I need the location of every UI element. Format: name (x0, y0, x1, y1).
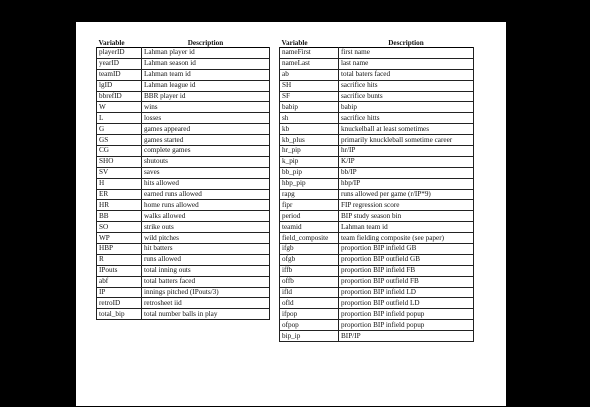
variable-cell: hbp_pip (280, 178, 339, 189)
variable-cell: CG (97, 146, 142, 157)
table-row (280, 189, 474, 200)
description-cell: BIP/IP (339, 331, 474, 342)
variable-cell: iffb (280, 265, 339, 276)
variable-cell: total_bip (97, 309, 142, 320)
variable-cell: nameFirst (280, 48, 339, 59)
variable-table-left (96, 39, 270, 320)
description-cell: sacrifice hits (339, 80, 474, 91)
variable-cell: playerID (97, 48, 142, 59)
table-row (280, 178, 474, 189)
variable-cell: SHO (97, 156, 142, 167)
description-cell: proportion BIP outfield LD (339, 298, 474, 309)
table-row (280, 265, 474, 276)
table-row (97, 211, 270, 222)
description-cell: primarily knuckleball sometime career (339, 135, 474, 146)
variable-cell: sh (280, 113, 339, 124)
header-description: Description (388, 39, 424, 47)
description-cell: bb/IP (339, 167, 474, 178)
table-row (280, 156, 474, 167)
description-cell: hit batters (142, 244, 270, 255)
description-cell: total inning outs (142, 265, 270, 276)
description-cell: babip (339, 102, 474, 113)
description-cell: sacrifice hitts (339, 113, 474, 124)
table-row (280, 331, 474, 342)
description-cell: runs allowed per game (r/IP*9) (339, 189, 474, 200)
variable-cell: HR (97, 200, 142, 211)
description-cell: saves (142, 167, 270, 178)
variable-cell: SH (280, 80, 339, 91)
variable-cell: L (97, 113, 142, 124)
table-row (280, 48, 474, 59)
variable-cell: bip_ip (280, 331, 339, 342)
description-cell: hbp/IP (339, 178, 474, 189)
table-row (97, 244, 270, 255)
table-row (280, 276, 474, 287)
description-cell: shutouts (142, 156, 270, 167)
variable-cell: abf (97, 276, 142, 287)
variable-cell: hr_pip (280, 146, 339, 157)
description-cell: hr/IP (339, 146, 474, 157)
description-cell: Lahman season id (142, 58, 270, 69)
table-row (97, 58, 270, 69)
table-row (280, 69, 474, 80)
table-row (280, 233, 474, 244)
table-row (97, 222, 270, 233)
variable-cell: ifgb (280, 244, 339, 255)
variable-cell: teamID (97, 69, 142, 80)
variable-cell: ER (97, 189, 142, 200)
table-row (280, 124, 474, 135)
table-row (97, 91, 270, 102)
variable-cell: yearID (97, 58, 142, 69)
table-row (280, 211, 474, 222)
description-cell: total number balls in play (142, 309, 270, 320)
table-row (280, 222, 474, 233)
table-row (280, 244, 474, 255)
table-row (97, 178, 270, 189)
description-cell: sacrifice bunts (339, 91, 474, 102)
table-row (97, 287, 270, 298)
description-cell: knuckelball at least sometimes (339, 124, 474, 135)
variable-cell: GS (97, 135, 142, 146)
table-row (97, 80, 270, 91)
variable-cell: k_pip (280, 156, 339, 167)
description-cell: strike outs (142, 222, 270, 233)
description-cell: Lahman league id (142, 80, 270, 91)
description-cell: proportion BIP infield popup (339, 309, 474, 320)
description-cell: last name (339, 58, 474, 69)
description-cell: games appeared (142, 124, 270, 135)
variable-cell: kb_plus (280, 135, 339, 146)
description-cell: proportion BIP infield GB (339, 244, 474, 255)
table-row (97, 167, 270, 178)
variable-cell: retroID (97, 298, 142, 309)
variable-cell: ofld (280, 298, 339, 309)
header-variable: Variable (281, 39, 308, 47)
variable-cell: H (97, 178, 142, 189)
table-header-row (280, 39, 474, 48)
variable-cell: SV (97, 167, 142, 178)
table-row (97, 309, 270, 320)
variable-cell: G (97, 124, 142, 135)
table-row (97, 276, 270, 287)
variable-cell: HBP (97, 244, 142, 255)
variable-cell: IP (97, 287, 142, 298)
table-row (97, 298, 270, 309)
table-row (97, 146, 270, 157)
table-row (97, 254, 270, 265)
variable-cell: ofgb (280, 254, 339, 265)
table-row (280, 254, 474, 265)
table-row (97, 124, 270, 135)
variable-cell: nameLast (280, 58, 339, 69)
table-row (280, 102, 474, 113)
variable-cell: babip (280, 102, 339, 113)
variable-cell: R (97, 254, 142, 265)
table-row (97, 233, 270, 244)
table-row (97, 102, 270, 113)
table-row (280, 298, 474, 309)
description-cell: games started (142, 135, 270, 146)
description-cell: FIP regression score (339, 200, 474, 211)
description-cell: Lahman team id (142, 69, 270, 80)
description-cell: retrosheet iid (142, 298, 270, 309)
variable-cell: fipr (280, 200, 339, 211)
description-cell: proportion BIP infield popup (339, 320, 474, 331)
description-cell: runs allowed (142, 254, 270, 265)
table-header-row (97, 39, 270, 48)
variable-cell: BB (97, 211, 142, 222)
variable-cell: ifpop (280, 309, 339, 320)
table-row (280, 80, 474, 91)
table-row (97, 156, 270, 167)
variable-cell: period (280, 211, 339, 222)
table-row (280, 167, 474, 178)
variable-cell: lgID (97, 80, 142, 91)
description-cell: Lahman team id (339, 222, 474, 233)
variable-cell: ab (280, 69, 339, 80)
table-row (97, 189, 270, 200)
table-row (97, 48, 270, 59)
description-cell: proportion BIP infield LD (339, 287, 474, 298)
variable-cell: ofpop (280, 320, 339, 331)
variable-cell: WP (97, 233, 142, 244)
description-cell: wins (142, 102, 270, 113)
table-row (97, 135, 270, 146)
description-cell: BBR player id (142, 91, 270, 102)
document-page (76, 22, 506, 406)
variable-cell: offb (280, 276, 339, 287)
description-cell: home runs allowed (142, 200, 270, 211)
description-cell: BIP study season bin (339, 211, 474, 222)
description-cell: losses (142, 113, 270, 124)
variable-cell: ifld (280, 287, 339, 298)
variable-cell: SF (280, 91, 339, 102)
table-body-right (280, 48, 474, 342)
variable-cell: IPouts (97, 265, 142, 276)
table-row (280, 287, 474, 298)
table-row (97, 200, 270, 211)
table-row (280, 200, 474, 211)
table-row (280, 320, 474, 331)
table-row (280, 146, 474, 157)
description-cell: Lahman player id (142, 48, 270, 59)
description-cell: team fielding composite (see paper) (339, 233, 474, 244)
table-row (280, 91, 474, 102)
variable-cell: SO (97, 222, 142, 233)
description-cell: innings pitched (IPouts/3) (142, 287, 270, 298)
description-cell: total batters faced (142, 276, 270, 287)
table-row (97, 265, 270, 276)
description-cell: walks allowed (142, 211, 270, 222)
description-cell: hits allowed (142, 178, 270, 189)
description-cell: proportion BIP outfield FB (339, 276, 474, 287)
variable-cell: bb_pip (280, 167, 339, 178)
table-row (280, 309, 474, 320)
header-description: Description (187, 39, 224, 47)
variable-cell: teamid (280, 222, 339, 233)
description-cell: proportion BIP outfield GB (339, 254, 474, 265)
header-variable: Variable (98, 39, 125, 47)
description-cell: complete games (142, 146, 270, 157)
variable-table-right (279, 39, 474, 342)
variable-cell: bbrefID (97, 91, 142, 102)
table-body-left (97, 48, 270, 320)
table-row (280, 135, 474, 146)
table-row (280, 113, 474, 124)
description-cell: total baters faced (339, 69, 474, 80)
description-cell: first name (339, 48, 474, 59)
description-cell: K/IP (339, 156, 474, 167)
variable-cell: kb (280, 124, 339, 135)
variable-cell: W (97, 102, 142, 113)
description-cell: proportion BIP infield FB (339, 265, 474, 276)
description-cell: wild pitches (142, 233, 270, 244)
table-row (97, 113, 270, 124)
description-cell: earned runs allowed (142, 189, 270, 200)
variable-cell: rapg (280, 189, 339, 200)
variable-cell: field_composite (280, 233, 339, 244)
table-row (97, 69, 270, 80)
table-row (280, 58, 474, 69)
